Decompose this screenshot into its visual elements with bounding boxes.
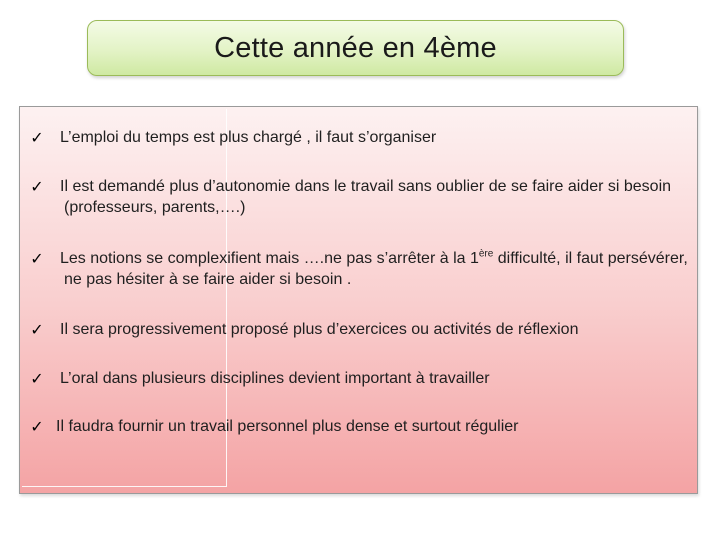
title-box (87, 20, 624, 76)
bullet-item (28, 127, 689, 148)
checkmark-icon: ✓ (30, 320, 44, 339)
bullet-text: Il est demandé plus d’autonomie dans le travail sans oublier de se faire aider si besoin (professeurs, parents,….) (60, 178, 672, 216)
bullet-item (28, 416, 689, 437)
bullet-item (28, 176, 689, 218)
checkmark-icon: ✓ (30, 128, 44, 147)
bullet-item (28, 319, 689, 340)
checkmark-icon: ✓ (30, 417, 44, 436)
superscript: ère (478, 248, 494, 260)
bullet-item (28, 248, 689, 290)
checkmark-icon: ✓ (30, 249, 44, 268)
checkmark-icon: ✓ (30, 177, 44, 196)
page-title: Cette année en 4ème (214, 31, 497, 64)
checkmark-icon: ✓ (30, 369, 44, 388)
bullet-text: Les notions se complexifient mais ….ne pas s’arrêter à la 1ère difficulté, il faut persévérer, ne pas hésiter à se faire aider si besoin . (60, 248, 688, 288)
bullet-item (28, 368, 689, 389)
content-box (19, 106, 698, 494)
bullet-text: Il sera progressivement proposé plus d’exercices ou activités de réflexion (60, 321, 579, 338)
bullet-text: L’oral dans plusieurs disciplines devient important à travailler (60, 370, 490, 387)
bullet-text: L’emploi du temps est plus chargé , il faut s’organiser (60, 129, 437, 146)
bullet-text: Il faudra fournir un travail personnel plus dense et surtout régulier (56, 418, 519, 435)
